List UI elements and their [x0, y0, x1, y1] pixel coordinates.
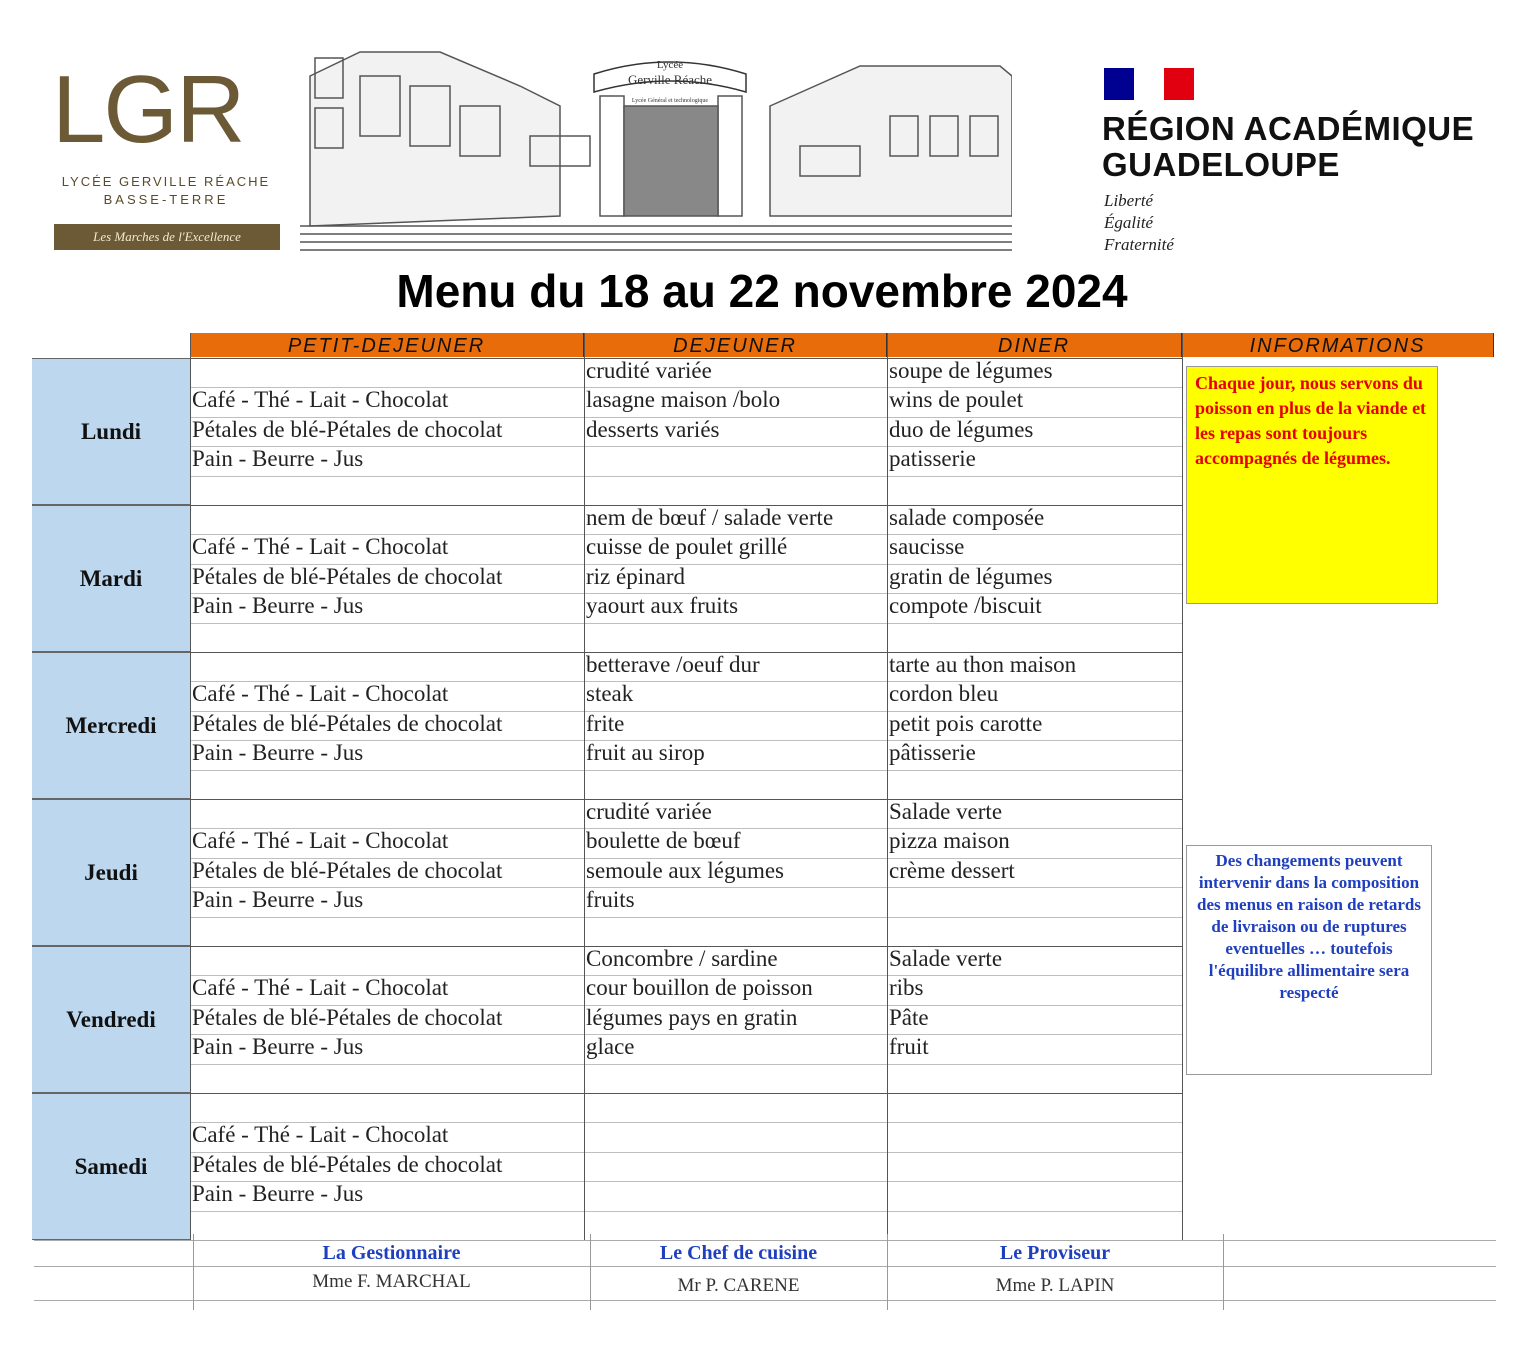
school-motto: Les Marches de l'Excellence — [54, 224, 280, 250]
column-header-petit-dejeuner: PETIT-DEJEUNER — [190, 333, 584, 357]
menu-cell-petit: Café - Thé - Lait - Chocolat — [192, 975, 449, 1000]
menu-cell-dejeuner: betterave /oeuf dur — [586, 652, 760, 677]
french-flag-icon — [1104, 68, 1194, 100]
menu-cell-diner: salade composée — [889, 505, 1045, 530]
menu-cell-dejeuner: crudité variée — [586, 799, 712, 824]
menu-cell-dejeuner: semoule aux légumes — [586, 858, 785, 883]
info-note-fish: Chaque jour, nous servons du poisson en plus de la viande et les repas sont toujours accompagnés de légumes. — [1186, 366, 1438, 604]
menu-cell-diner: wins de poulet — [889, 387, 1024, 412]
day-block-vendredi — [32, 946, 1182, 1093]
menu-cell-dejeuner: riz épinard — [586, 564, 685, 589]
building-sign-line1: Lycée — [656, 59, 684, 71]
menu-cell-dejeuner: frite — [586, 711, 625, 736]
page-title: Menu du 18 au 22 novembre 2024 — [396, 265, 1128, 317]
column-header-informations: INFORMATIONS — [1182, 333, 1494, 357]
menu-cell-petit: Pain - Beurre - Jus — [192, 1181, 364, 1206]
school-logo-mark: LGR — [52, 56, 244, 163]
menu-cell-diner: petit pois carotte — [889, 711, 1043, 736]
day-block-jeudi — [32, 799, 1182, 946]
menu-cell-diner: saucisse — [889, 534, 965, 559]
school-building-illustration — [300, 46, 1012, 252]
menu-cell-petit: Café - Thé - Lait - Chocolat — [192, 1122, 449, 1147]
menu-cell-petit: Pétales de blé-Pétales de chocolat — [192, 1005, 503, 1030]
menu-cell-diner: duo de légumes — [889, 417, 1034, 442]
menu-cell-dejeuner: boulette de bœuf — [586, 828, 741, 853]
menu-cell-petit: Café - Thé - Lait - Chocolat — [192, 828, 449, 853]
school-logo — [52, 56, 282, 254]
menu-cell-petit: Pain - Beurre - Jus — [192, 1034, 364, 1059]
day-label: Lundi — [32, 358, 190, 505]
menu-cell-dejeuner: steak — [586, 681, 634, 706]
column-header-diner: DINER — [887, 333, 1182, 357]
day-label: Jeudi — [32, 799, 190, 946]
menu-cell-dejeuner: cuisse de poulet grillé — [586, 534, 788, 559]
day-label: Mardi — [32, 505, 190, 652]
menu-cell-diner: fruit — [889, 1034, 929, 1059]
menu-cell-petit: Café - Thé - Lait - Chocolat — [192, 387, 449, 412]
info-note-changes: Des changements peuvent intervenir dans la composition des menus en raison de retards de livraison ou de ruptures eventuelles … toutefois l'équilibre allimentaire sera respecté — [1186, 845, 1432, 1075]
menu-cell-petit: Pétales de blé-Pétales de chocolat — [192, 417, 503, 442]
signature-role-proviseur: Le Proviseur — [999, 1242, 1111, 1264]
menu-cell-diner: Pâte — [889, 1005, 929, 1030]
region-name-line2: GUADELOUPE — [1102, 146, 1340, 183]
menu-cell-petit: Pétales de blé-Pétales de chocolat — [192, 858, 503, 883]
menu-cell-dejeuner: lasagne maison /bolo — [586, 387, 781, 412]
menu-cell-petit: Pétales de blé-Pétales de chocolat — [192, 1152, 503, 1177]
menu-cell-petit: Pain - Beurre - Jus — [192, 887, 364, 912]
school-name: LYCÉE GERVILLE RÉACHE — [61, 174, 271, 189]
menu-cell-diner: crème dessert — [889, 858, 1015, 883]
menu-cell-dejeuner: yaourt aux fruits — [586, 593, 739, 618]
signature-role-gestionnaire: La Gestionnaire — [322, 1242, 461, 1264]
menu-cell-diner: compote /biscuit — [889, 593, 1042, 618]
menu-cell-petit: Pétales de blé-Pétales de chocolat — [192, 711, 503, 736]
building-sign-line3: Lycée Général et technologique — [631, 98, 709, 104]
republic-motto — [1104, 190, 1174, 256]
menu-cell-diner: patisserie — [889, 446, 976, 471]
menu-cell-dejeuner: glace — [586, 1034, 635, 1059]
menu-cell-diner: gratin de légumes — [889, 564, 1053, 589]
menu-cell-petit: Pain - Beurre - Jus — [192, 593, 364, 618]
motto-fraternite: Fraternité — [1104, 235, 1174, 254]
day-block-samedi — [32, 1093, 1182, 1240]
menu-cell-dejeuner: légumes pays en gratin — [586, 1005, 798, 1030]
building-sign-line2: Gerville Réache — [627, 72, 713, 87]
day-label: Vendredi — [32, 946, 190, 1093]
school-city: BASSE-TERRE — [103, 192, 229, 207]
menu-cell-diner: Salade verte — [889, 946, 1003, 971]
menu-cell-dejeuner: cour bouillon de poisson — [586, 975, 813, 1000]
menu-cell-petit: Café - Thé - Lait - Chocolat — [192, 534, 449, 559]
motto-liberte: Liberté — [1104, 191, 1154, 210]
menu-cell-dejeuner: fruit au sirop — [586, 740, 705, 765]
menu-cell-dejeuner: Concombre / sardine — [586, 946, 778, 971]
menu-cell-diner: tarte au thon maison — [889, 652, 1077, 677]
menu-cell-petit: Pétales de blé-Pétales de chocolat — [192, 564, 503, 589]
signature-role-chef: Le Chef de cuisine — [659, 1242, 818, 1264]
column-header-dejeuner: DEJEUNER — [584, 333, 887, 357]
menu-cell-diner: cordon bleu — [889, 681, 999, 706]
menu-cell-diner: pizza maison — [889, 828, 1010, 853]
menu-cell-dejeuner: desserts variés — [586, 417, 720, 442]
day-label: Samedi — [32, 1093, 190, 1240]
menu-cell-dejeuner: fruits — [586, 887, 635, 912]
signature-name-proviseur: Mme P. LAPIN — [995, 1275, 1115, 1296]
day-block-mardi — [32, 505, 1182, 652]
menu-cell-dejeuner: nem de bœuf / salade verte — [586, 505, 834, 530]
day-label: Mercredi — [32, 652, 190, 799]
day-block-lundi — [32, 358, 1182, 505]
menu-cell-dejeuner: crudité variée — [586, 358, 712, 383]
region-logo — [1102, 66, 1502, 266]
menu-cell-petit: Pain - Beurre - Jus — [192, 446, 364, 471]
menu-cell-diner: soupe de légumes — [889, 358, 1053, 383]
signature-name-gestionnaire: Mme F. MARCHAL — [312, 1271, 471, 1292]
menu-cell-petit: Café - Thé - Lait - Chocolat — [192, 681, 449, 706]
menu-cell-diner: Salade verte — [889, 799, 1003, 824]
signature-name-chef: Mr P. CARENE — [677, 1275, 800, 1296]
menu-cell-diner: pâtisserie — [889, 740, 976, 765]
day-block-mercredi — [32, 652, 1182, 799]
region-name-line1: RÉGION ACADÉMIQUE — [1102, 110, 1475, 147]
menu-cell-diner: ribs — [889, 975, 924, 1000]
motto-egalite: Égalité — [1104, 213, 1154, 232]
menu-cell-petit: Pain - Beurre - Jus — [192, 740, 364, 765]
